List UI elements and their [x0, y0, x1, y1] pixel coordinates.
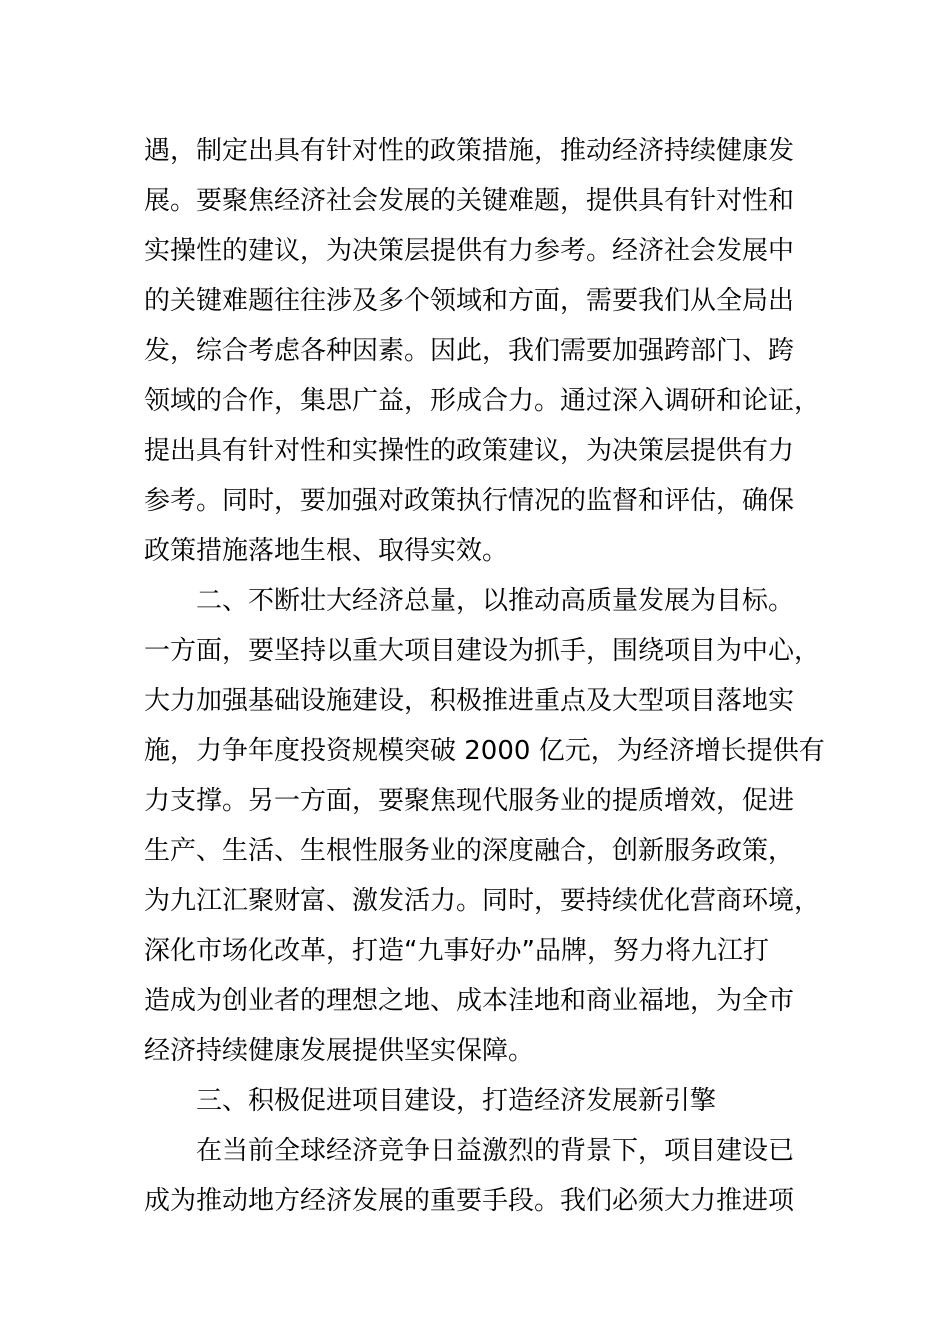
text-line: 的关键难题往往涉及多个领域和方面，需要我们从全局出 — [144, 286, 795, 316]
text-line: 遇，制定出具有针对性的政策措施，推动经济持续健康发 — [144, 136, 795, 166]
text-line: 展。要聚焦经济社会发展的关键难题，提供具有针对性和 — [144, 186, 795, 216]
text-line: 参考。同时，要加强对政策执行情况的监督和评估，确保 — [144, 486, 795, 516]
text-line: 提出具有针对性和实操性的政策建议，为决策层提供有力 — [144, 436, 795, 466]
text-line: 生产、生活、生根性服务业的深度融合，创新服务政策， — [144, 836, 795, 866]
text-line: 施，力争年度投资规模突破 2000 亿元，为经济增长提供有 — [144, 736, 825, 766]
text-line: 经济持续健康发展提供坚实保障。 — [144, 1036, 535, 1066]
text-line: 大力加强基础设施建设，积极推进重点及大型项目落地实 — [144, 686, 795, 716]
text-line: 成为推动地方经济发展的重要手段。我们必须大力推进项 — [144, 1186, 795, 1216]
text-line: 为九江汇聚财富、激发活力。同时，要持续优化营商环境， — [144, 886, 821, 916]
text-line: 深化市场化改革，打造“九事好办”品牌，努力将九江打 — [144, 936, 769, 966]
text-line: 一方面，要坚持以重大项目建设为抓手，围绕项目为中心， — [144, 636, 821, 666]
text-line: 政策措施落地生根、取得实效。 — [144, 536, 509, 566]
section-heading-3: 三、积极促进项目建设，打造经济发展新引擎 — [196, 1086, 717, 1116]
text-line: 领域的合作，集思广益，形成合力。通过深入调研和论证， — [144, 386, 821, 416]
text-line: 造成为创业者的理想之地、成本洼地和商业福地，为全市 — [144, 986, 795, 1016]
section-heading-2: 二、不断壮大经济总量，以推动高质量发展为目标。 — [196, 586, 795, 616]
document-body — [144, 126, 824, 1226]
text-line: 实操性的建议，为决策层提供有力参考。经济社会发展中 — [144, 236, 795, 266]
text-line: 力支撑。另一方面，要聚焦现代服务业的提质增效，促进 — [144, 786, 795, 816]
text-line: 发，综合考虑各种因素。因此，我们需要加强跨部门、跨 — [144, 336, 795, 366]
paragraph-start: 在当前全球经济竞争日益激烈的背景下，项目建设已 — [196, 1136, 795, 1166]
